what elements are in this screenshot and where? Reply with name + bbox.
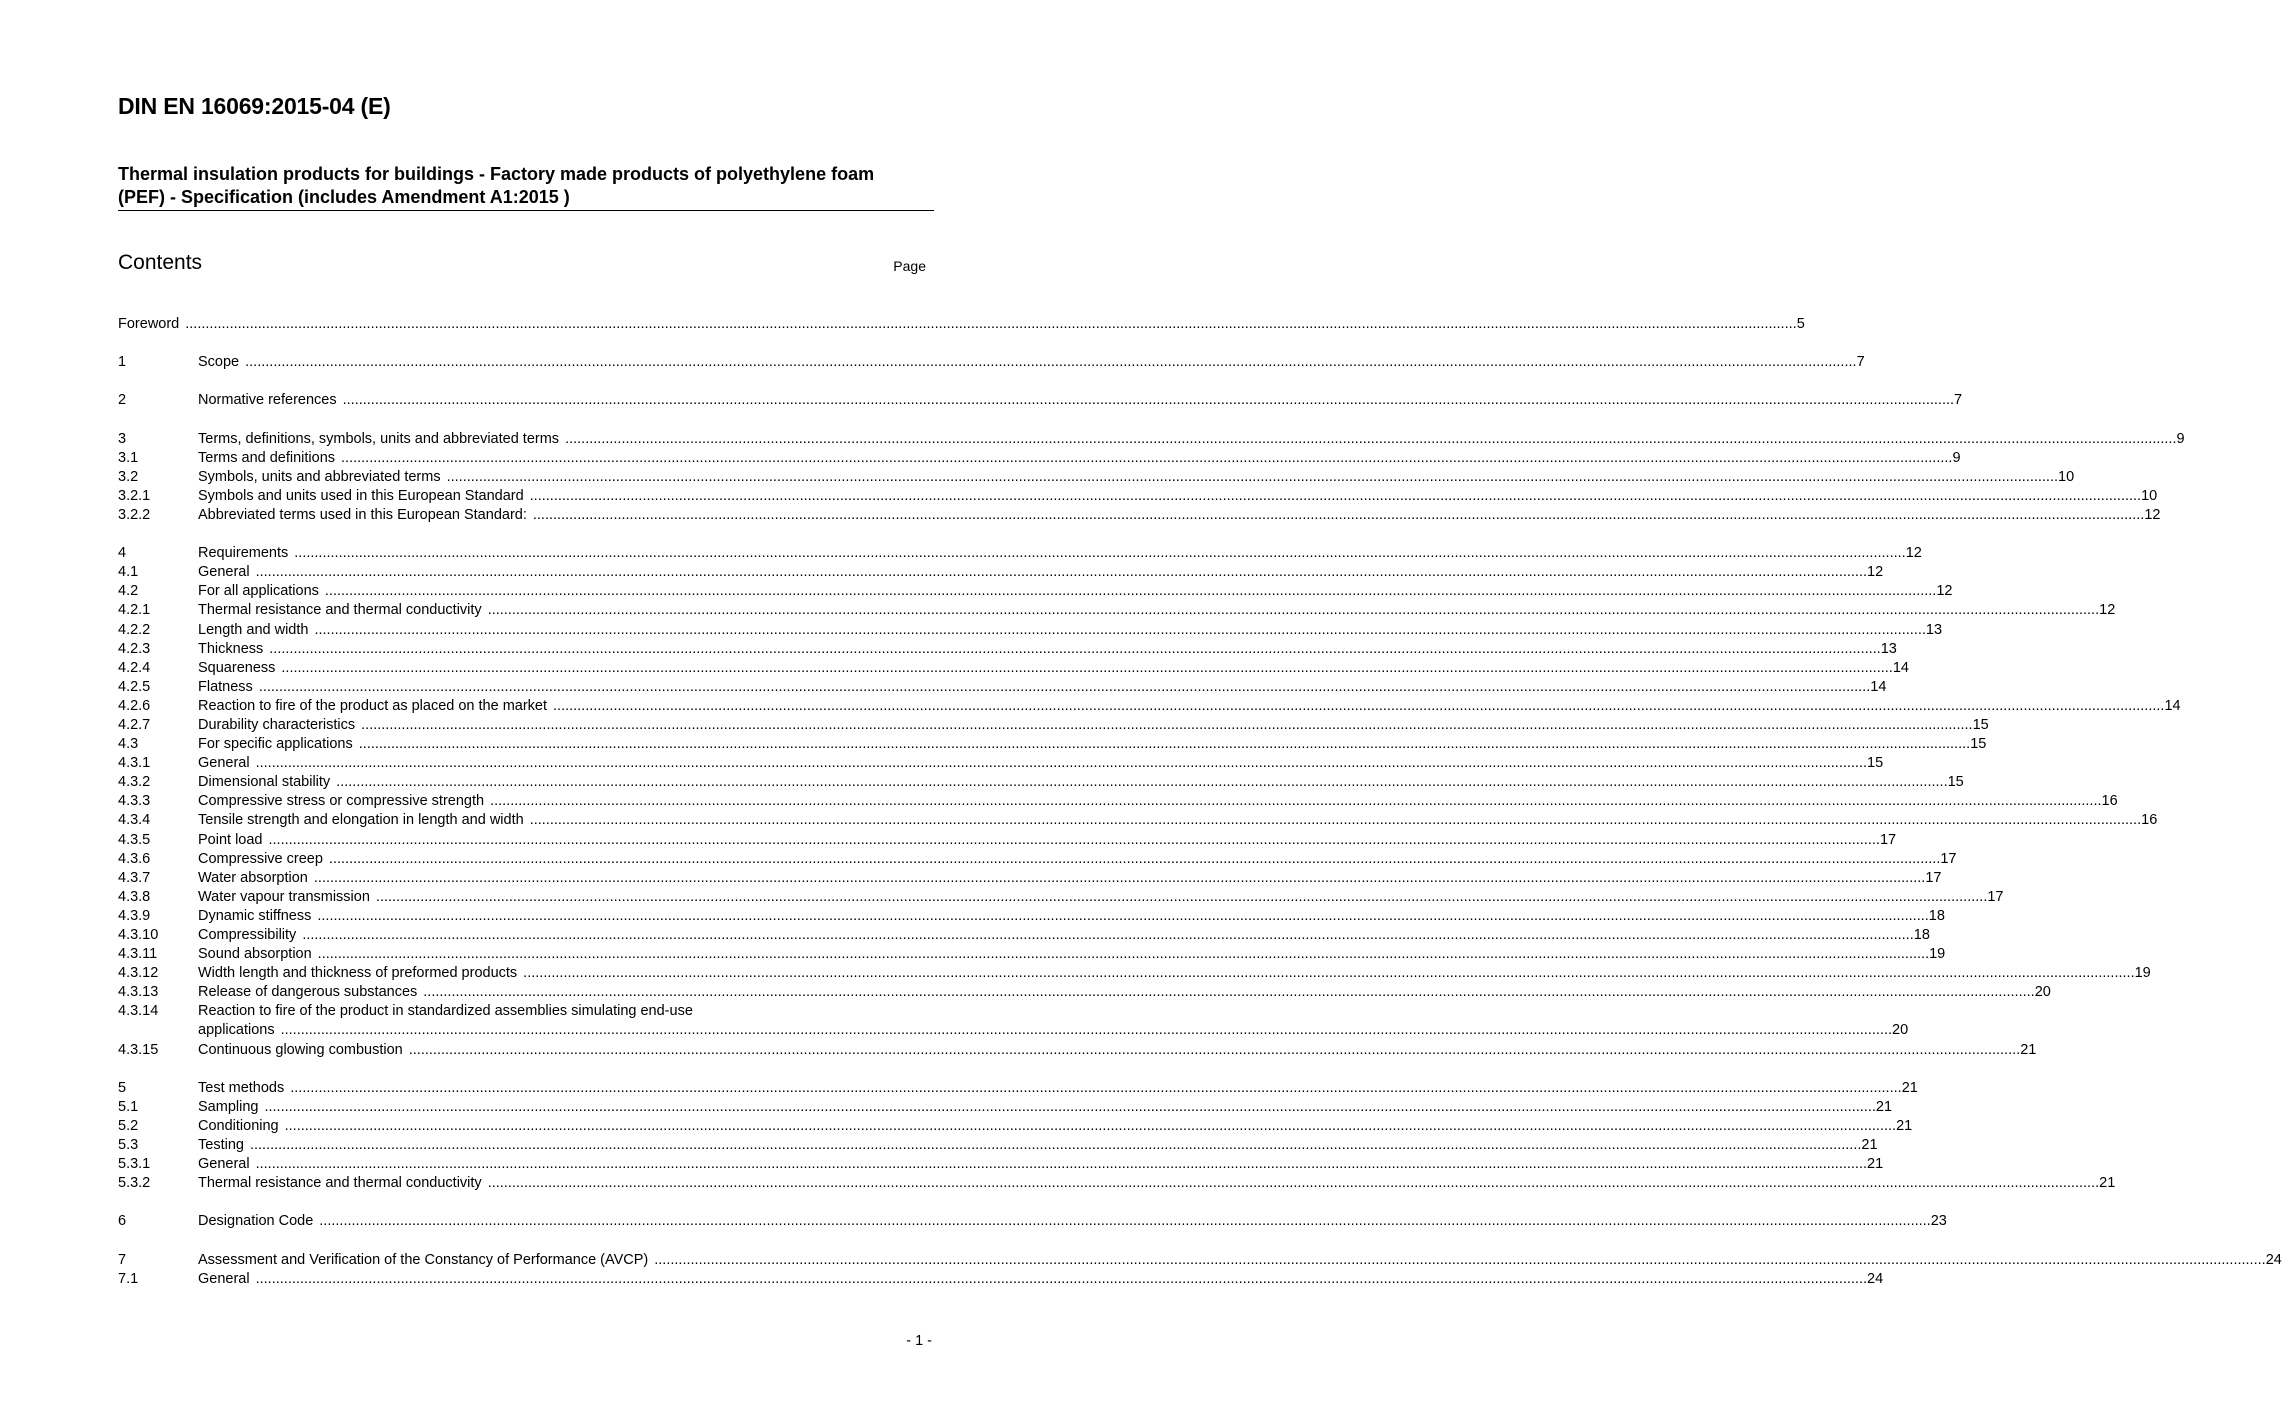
- page-column-heading: Page: [893, 258, 926, 274]
- toc-entry-page: 18: [1913, 927, 1930, 943]
- toc-entry-number: 4.3.6: [118, 850, 151, 867]
- toc-entry-body: [198, 754, 1884, 773]
- toc-leader-dots: ................................................................................................................................................................................................................................................................................................................................................................................................................: [423, 984, 2035, 1001]
- toc-leader-dots: ................................................................................................................................................................................................................................................................................................................................................................................................................: [654, 1251, 2266, 1268]
- toc-entry-title: Length and width: [198, 621, 309, 638]
- toc-leader-dots: ................................................................................................................................................................................................................................................................................................................................................................................................................: [341, 449, 1953, 466]
- toc-entry-number: 5.2: [118, 1117, 139, 1134]
- toc-entry-title: Flatness: [198, 678, 253, 695]
- toc-entry[interactable]: [118, 582, 1953, 601]
- toc-entry[interactable]: [118, 315, 1805, 334]
- toc-leader-dots: ................................................................................................................................................................................................................................................................................................................................................................................................................: [324, 583, 1937, 600]
- toc-entry-number: 4.2.6: [118, 697, 151, 714]
- toc-entry-page: 19: [1929, 946, 1946, 963]
- toc-entry-number: 4.3.2: [118, 774, 151, 791]
- toc-entry-title: Tensile strength and elongation in length and width: [198, 812, 524, 829]
- toc-entry-title: Durability characteristics: [198, 716, 356, 733]
- toc-entry-page: 21: [1896, 1117, 1913, 1134]
- toc-entry[interactable]: [118, 1002, 1909, 1040]
- toc-entry-title: Release of dangerous substances: [198, 984, 418, 1001]
- toc-entry-number: 3.2.1: [118, 487, 151, 504]
- toc-entry[interactable]: [118, 1270, 1884, 1289]
- toc-entry-body: [198, 831, 1897, 850]
- toc-entry[interactable]: [118, 945, 1946, 964]
- toc-leader-dots: ................................................................................................................................................................................................................................................................................................................................................................................................................: [290, 1079, 1902, 1096]
- toc-entry-number: 4.3.5: [118, 831, 151, 848]
- toc-entry[interactable]: [118, 468, 2075, 487]
- toc-entry-number: 4.2.3: [118, 640, 151, 657]
- toc-leader-dots: ................................................................................................................................................................................................................................................................................................................................................................................................................: [317, 946, 1930, 963]
- toc-entry-body: [198, 1002, 1909, 1040]
- toc-entry[interactable]: [118, 1136, 1878, 1155]
- toc-entry-number: 4.3.13: [118, 984, 159, 1001]
- toc-entry-page: 13: [1925, 621, 1943, 638]
- toc-entry-page: 16: [2141, 812, 2158, 829]
- toc-entry-page: 19: [2134, 965, 2151, 982]
- toc-entry[interactable]: [118, 449, 1961, 468]
- toc-entry[interactable]: [118, 926, 1930, 945]
- toc-leader-dots: ................................................................................................................................................................................................................................................................................................................................................................................................................: [487, 602, 2100, 619]
- toc-entry-title: Squareness: [198, 659, 276, 676]
- toc-entry-title: Assessment and Verification of the Constancy of Performance (AVCP): [198, 1251, 649, 1268]
- subtitle-divider: [118, 210, 934, 211]
- toc-entry-number: 4.2.4: [118, 659, 151, 676]
- document-subtitle: Thermal insulation products for buildings - Factory made products of polyethylene foam (PEF) - Specification (includes Amendment A1:2015 ): [118, 164, 875, 207]
- toc-entry-title: General: [198, 1156, 250, 1173]
- toc-entry-body: [198, 1117, 1913, 1136]
- toc-entry-title: For all applications: [198, 583, 319, 600]
- toc-entry[interactable]: [118, 869, 1942, 888]
- toc-entry-number: 4.2: [118, 583, 139, 600]
- toc-entry[interactable]: [118, 391, 1963, 410]
- toc-entry-body: [118, 315, 1805, 334]
- toc-entry-number: 5: [118, 1079, 127, 1096]
- table-of-contents: [118, 315, 2282, 1289]
- toc-entry[interactable]: [118, 1117, 1913, 1136]
- toc-entry-title: Reaction to fire of the product in standardized assemblies simulating end-use: [198, 1003, 693, 1020]
- toc-entry-body: [198, 945, 1946, 964]
- toc-leader-dots: ................................................................................................................................................................................................................................................................................................................................................................................................................: [284, 1117, 1897, 1134]
- contents-heading: Contents: [118, 251, 203, 274]
- toc-leader-dots: ................................................................................................................................................................................................................................................................................................................................................................................................................: [490, 793, 2102, 810]
- toc-entry-body: [198, 697, 2181, 716]
- toc-entry[interactable]: [118, 1212, 1947, 1231]
- toc-entry-page: 15: [1867, 755, 1884, 772]
- toc-entry-title: Compressive creep: [198, 850, 323, 867]
- toc-entry-body: [198, 353, 1865, 372]
- toc-entry-body: [198, 506, 2161, 525]
- toc-entry-number: 4.1: [118, 564, 139, 581]
- toc-entry-body: [198, 926, 1930, 945]
- toc-entry-number: 4.3.3: [118, 793, 151, 810]
- toc-entry-title: Conditioning: [198, 1117, 279, 1134]
- toc-entry-title: Normative references: [198, 392, 337, 409]
- toc-entry-number: 3.1: [118, 449, 139, 466]
- toc-entry-title: Requirements: [198, 545, 289, 562]
- toc-entry[interactable]: [118, 563, 1884, 582]
- toc-leader-dots: ................................................................................................................................................................................................................................................................................................................................................................................................................: [258, 678, 1871, 695]
- toc-entry-page: 9: [2176, 430, 2185, 447]
- toc-entry-page: 21: [2099, 1175, 2116, 1192]
- toc-entry-page: 21: [1867, 1156, 1884, 1173]
- toc-entry-title-continued: [198, 1021, 1909, 1040]
- toc-entry-page: 15: [1972, 716, 1989, 733]
- toc-leader-dots: ................................................................................................................................................................................................................................................................................................................................................................................................................: [565, 430, 2177, 447]
- toc-entry-number: 4.2.1: [118, 602, 151, 619]
- toc-leader-dots: ................................................................................................................................................................................................................................................................................................................................................................................................................: [408, 1041, 2021, 1058]
- toc-leader-dots: ................................................................................................................................................................................................................................................................................................................................................................................................................: [255, 1270, 1868, 1287]
- toc-entry-body: [198, 487, 2158, 506]
- toc-entry-body: [198, 983, 2051, 1002]
- toc-entry-page: 21: [1875, 1098, 1893, 1115]
- toc-entry-title: Compressive stress or compressive strength: [198, 793, 485, 810]
- toc-leader-dots: ................................................................................................................................................................................................................................................................................................................................................................................................................: [255, 1156, 1868, 1173]
- toc-entry-number: 3.2: [118, 468, 139, 485]
- toc-entry[interactable]: [118, 1155, 1884, 1174]
- toc-entry[interactable]: [118, 716, 1989, 735]
- toc-leader-dots: ................................................................................................................................................................................................................................................................................................................................................................................................................: [328, 850, 1941, 867]
- toc-entry-number: 5.3.2: [118, 1175, 151, 1192]
- toc-entry-body: [198, 907, 1945, 926]
- toc-entry-page: 12: [2099, 602, 2116, 619]
- toc-entry-title: Foreword: [118, 316, 180, 332]
- toc-entry-body: [198, 735, 1987, 754]
- toc-entry-body: [198, 850, 1957, 869]
- toc-leader-dots: ................................................................................................................................................................................................................................................................................................................................................................................................................: [255, 564, 1868, 581]
- toc-entry-title: Water absorption: [198, 869, 308, 886]
- toc-entry-page: 13: [1880, 640, 1897, 657]
- toc-entry-title: Test methods: [198, 1079, 285, 1096]
- toc-entry-number: 4.3: [118, 736, 139, 753]
- toc-entry-number: 7: [118, 1251, 127, 1268]
- toc-entry-title: Continuous glowing combustion: [198, 1041, 403, 1058]
- toc-entry[interactable]: [118, 1098, 1893, 1117]
- toc-entry[interactable]: [118, 811, 2158, 830]
- toc-entry-body: [198, 621, 1943, 640]
- toc-leader-dots: ................................................................................................................................................................................................................................................................................................................................................................................................................: [185, 316, 1797, 332]
- toc-entry-body: [198, 640, 1897, 659]
- toc-entry-title: Water vapour transmission: [198, 888, 370, 905]
- toc-entry-number: 4.3.9: [118, 907, 151, 924]
- toc-entry-body: [198, 582, 1953, 601]
- toc-entry-body: [198, 1251, 2282, 1270]
- toc-entry-title: Symbols, units and abbreviated terms: [198, 468, 441, 485]
- toc-entry-number: 4.2.7: [118, 716, 151, 733]
- toc-entry-number: 6: [118, 1213, 127, 1230]
- toc-entry-number: 5.3.1: [118, 1156, 151, 1173]
- toc-leader-dots: ................................................................................................................................................................................................................................................................................................................................................................................................................: [336, 774, 1948, 791]
- toc-entry-number: 4.3.4: [118, 812, 151, 829]
- toc-entry-title: Thickness: [198, 640, 264, 657]
- toc-entry[interactable]: [118, 754, 1884, 773]
- toc-entry-title: For specific applications: [198, 736, 353, 753]
- toc-entry-number: 3.2.2: [118, 506, 151, 523]
- toc-entry-page: 23: [1930, 1213, 1947, 1230]
- toc-entry-page: 14: [2164, 697, 2181, 714]
- toc-leader-dots: ................................................................................................................................................................................................................................................................................................................................................................................................................: [446, 468, 2059, 485]
- toc-entry-body: [198, 678, 1887, 697]
- toc-entry-body: [198, 792, 2118, 811]
- toc-leader-dots: ................................................................................................................................................................................................................................................................................................................................................................................................................: [523, 965, 2135, 982]
- toc-entry-body: [198, 563, 1884, 582]
- toc-entry-page: 12: [1905, 545, 1922, 562]
- toc-entry-number: 4.3.15: [118, 1041, 159, 1058]
- toc-entry-title: Width length and thickness of preformed products: [198, 965, 518, 982]
- toc-entry[interactable]: [118, 907, 1945, 926]
- toc-entry-body: [198, 601, 2116, 620]
- toc-leader-dots: ................................................................................................................................................................................................................................................................................................................................................................................................................: [358, 736, 1971, 753]
- toc-entry-body: [198, 888, 2004, 907]
- toc-entry[interactable]: [118, 1251, 2282, 1270]
- toc-entry-body: [198, 773, 1964, 792]
- toc-entry-number: 2: [118, 392, 127, 409]
- toc-entry-body: [198, 1136, 1878, 1155]
- toc-entry[interactable]: [118, 659, 1909, 678]
- toc-entry[interactable]: [118, 1041, 2037, 1060]
- toc-leader-dots: ................................................................................................................................................................................................................................................................................................................................................................................................................: [269, 640, 1881, 657]
- toc-entry-title: Sound absorption: [198, 946, 312, 963]
- toc-entry-number: 4.3.7: [118, 869, 151, 886]
- toc-entry-number: 5.1: [118, 1098, 139, 1115]
- toc-leader-dots: ................................................................................................................................................................................................................................................................................................................................................................................................................: [317, 907, 1929, 924]
- toc-entry-title: Terms and definitions: [198, 449, 336, 466]
- toc-leader-dots: ................................................................................................................................................................................................................................................................................................................................................................................................................: [294, 545, 1906, 562]
- toc-entry-number: 3: [118, 430, 127, 447]
- toc-entry-number: 4: [118, 545, 127, 562]
- toc-entry[interactable]: [118, 983, 2051, 1002]
- toc-entry-title: General: [198, 564, 250, 581]
- toc-entry-body: [198, 811, 2158, 830]
- toc-leader-dots: ................................................................................................................................................................................................................................................................................................................................................................................................................: [487, 1175, 2100, 1192]
- toc-entry-page: 24: [2265, 1251, 2282, 1268]
- toc-leader-dots: ................................................................................................................................................................................................................................................................................................................................................................................................................: [319, 1213, 1931, 1230]
- toc-leader-dots: ................................................................................................................................................................................................................................................................................................................................................................................................................: [532, 506, 2145, 523]
- toc-leader-dots: ................................................................................................................................................................................................................................................................................................................................................................................................................: [553, 697, 2165, 714]
- toc-entry-body: [198, 1212, 1947, 1231]
- toc-entry-page: 21: [1901, 1079, 1918, 1096]
- toc-entry-title: Reaction to fire of the product as placed on the market: [198, 697, 548, 714]
- toc-entry[interactable]: [118, 640, 1897, 659]
- toc-entry-page: 14: [1892, 659, 1909, 676]
- toc-entry-number: 5.3: [118, 1137, 139, 1154]
- toc-entry-title: Point load: [198, 831, 263, 848]
- toc-entry-number: 4.3.10: [118, 927, 159, 943]
- toc-entry-page: 14: [1870, 678, 1887, 695]
- toc-entry-number: 4.3.1: [118, 755, 151, 772]
- toc-entry[interactable]: [118, 735, 1987, 754]
- toc-entry[interactable]: [118, 601, 2116, 620]
- toc-entry-number: 4.3.11: [118, 946, 158, 963]
- toc-leader-dots: ................................................................................................................................................................................................................................................................................................................................................................................................................: [529, 487, 2142, 504]
- toc-entry-title: Terms, definitions, symbols, units and abbreviated terms: [198, 430, 560, 447]
- toc-entry-page: 17: [1987, 888, 2004, 905]
- document-title: DIN EN 16069:2015-04 (E): [118, 93, 391, 119]
- toc-entry-body: [198, 869, 1942, 888]
- toc-entry-number: 4.3.14: [118, 1003, 159, 1020]
- toc-entry[interactable]: [118, 773, 1964, 792]
- toc-entry-page: 18: [1928, 907, 1945, 924]
- toc-entry[interactable]: [118, 850, 1957, 869]
- toc-entry-title: Designation Code: [198, 1213, 314, 1230]
- toc-entry-body: [198, 716, 1989, 735]
- toc-entry[interactable]: [118, 964, 2151, 983]
- toc-entry-body: [198, 544, 1922, 563]
- toc-entry-title: Testing: [198, 1137, 244, 1154]
- toc-leader-dots: ................................................................................................................................................................................................................................................................................................................................................................................................................: [264, 1098, 1876, 1115]
- toc-entry[interactable]: [118, 487, 2158, 506]
- toc-entry-page: 12: [1867, 564, 1884, 581]
- toc-entry-page: 21: [1861, 1137, 1878, 1154]
- toc-entry[interactable]: [118, 506, 2161, 525]
- toc-entry-number: 4.2.2: [118, 621, 151, 638]
- toc-entry-title: Dimensional stability: [198, 774, 331, 791]
- toc-entry-number: 4.2.5: [118, 678, 151, 695]
- toc-entry-body: [198, 1079, 1918, 1098]
- toc-leader-dots: ................................................................................................................................................................................................................................................................................................................................................................................................................: [249, 1137, 1862, 1154]
- toc-leader-dots: ................................................................................................................................................................................................................................................................................................................................................................................................................: [342, 392, 1955, 409]
- toc-entry-page: 10: [2141, 487, 2158, 504]
- toc-entry[interactable]: [118, 353, 1865, 372]
- toc-entry-title: Thermal resistance and thermal conductivity: [198, 602, 482, 619]
- toc-entry-page: 20: [1892, 1022, 1909, 1039]
- toc-entry-title: Sampling: [198, 1098, 259, 1115]
- toc-entry-body: [198, 964, 2151, 983]
- toc-leader-dots: ................................................................................................................................................................................................................................................................................................................................................................................................................: [280, 1022, 1893, 1039]
- toc-leader-dots: ................................................................................................................................................................................................................................................................................................................................................................................................................: [245, 354, 1857, 371]
- toc-entry-body: [198, 468, 2075, 487]
- toc-entry[interactable]: [118, 430, 2185, 449]
- toc-entry-body: [198, 1270, 1884, 1289]
- toc-entry-body: [198, 1098, 1893, 1117]
- toc-entry-body: [198, 1174, 2116, 1193]
- toc-entry-body: [198, 1155, 1884, 1174]
- toc-entry-body: [198, 449, 1961, 468]
- toc-leader-dots: ................................................................................................................................................................................................................................................................................................................................................................................................................: [314, 621, 1926, 638]
- toc-entry-page: 17: [1940, 850, 1957, 867]
- toc-entry-title: Thermal resistance and thermal conductivity: [198, 1175, 482, 1192]
- toc-leader-dots: ................................................................................................................................................................................................................................................................................................................................................................................................................: [529, 812, 2142, 829]
- toc-entry-page: 7: [1856, 354, 1865, 371]
- toc-entry-title: General: [198, 755, 250, 772]
- toc-entry-title: Compressibility: [198, 927, 297, 943]
- toc-entry-page: 17: [1925, 869, 1942, 886]
- toc-entry-title: Symbols and units used in this European Standard: [198, 487, 524, 504]
- toc-entry[interactable]: [118, 1174, 2116, 1193]
- toc-entry-title-line2: applications: [198, 1022, 275, 1039]
- toc-entry[interactable]: [118, 1079, 1918, 1098]
- toc-entry-title: General: [198, 1270, 250, 1287]
- toc-entry[interactable]: [118, 831, 1897, 850]
- toc-entry-page: 12: [1936, 583, 1953, 600]
- toc-entry-page: 15: [1947, 774, 1964, 791]
- toc-entry-body: [198, 1041, 2037, 1060]
- toc-entry-page: 16: [2101, 793, 2118, 810]
- toc-entry-body: [198, 391, 1963, 410]
- toc-entry-page: 7: [1954, 392, 1963, 409]
- toc-leader-dots: ................................................................................................................................................................................................................................................................................................................................................................................................................: [302, 927, 1914, 943]
- toc-entry-title: Scope: [198, 354, 240, 371]
- toc-entry-number: 4.3.12: [118, 965, 159, 982]
- page-number: - 1 -: [906, 1333, 932, 1349]
- toc-entry-page: 17: [1879, 831, 1897, 848]
- toc-entry-body: [198, 659, 1909, 678]
- toc-entry[interactable]: [118, 888, 2004, 907]
- toc-leader-dots: ................................................................................................................................................................................................................................................................................................................................................................................................................: [281, 659, 1893, 676]
- toc-entry-title: Abbreviated terms used in this European Standard:: [198, 506, 527, 523]
- toc-entry-page: 20: [2034, 984, 2051, 1001]
- toc-leader-dots: ................................................................................................................................................................................................................................................................................................................................................................................................................: [268, 831, 1880, 848]
- toc-entry[interactable]: [118, 678, 1887, 697]
- toc-entry-number: 4.3.8: [118, 888, 151, 905]
- toc-leader-dots: ................................................................................................................................................................................................................................................................................................................................................................................................................: [255, 755, 1868, 772]
- toc-entry-page: 24: [1867, 1270, 1884, 1287]
- toc-entry-number: 1: [118, 354, 127, 371]
- toc-entry-page: 21: [2020, 1041, 2037, 1058]
- toc-entry[interactable]: [118, 697, 2181, 716]
- toc-entry-page: 15: [1970, 736, 1987, 753]
- toc-leader-dots: ................................................................................................................................................................................................................................................................................................................................................................................................................: [313, 869, 1926, 886]
- toc-entry-number: 7.1: [118, 1270, 139, 1287]
- toc-entry[interactable]: [118, 544, 1922, 563]
- toc-entry-body: [198, 430, 2185, 449]
- toc-entry-title: Dynamic stiffness: [198, 907, 312, 924]
- toc-entry[interactable]: [118, 621, 1943, 640]
- toc-entry-page: 9: [1952, 449, 1961, 466]
- toc-entry[interactable]: [118, 792, 2118, 811]
- toc-leader-dots: ................................................................................................................................................................................................................................................................................................................................................................................................................: [375, 888, 1988, 905]
- toc-entry-page: 10: [2058, 468, 2075, 485]
- toc-entry-page: 5: [1796, 316, 1805, 332]
- toc-entry-page: 12: [2144, 506, 2161, 523]
- toc-leader-dots: ................................................................................................................................................................................................................................................................................................................................................................................................................: [361, 716, 1973, 733]
